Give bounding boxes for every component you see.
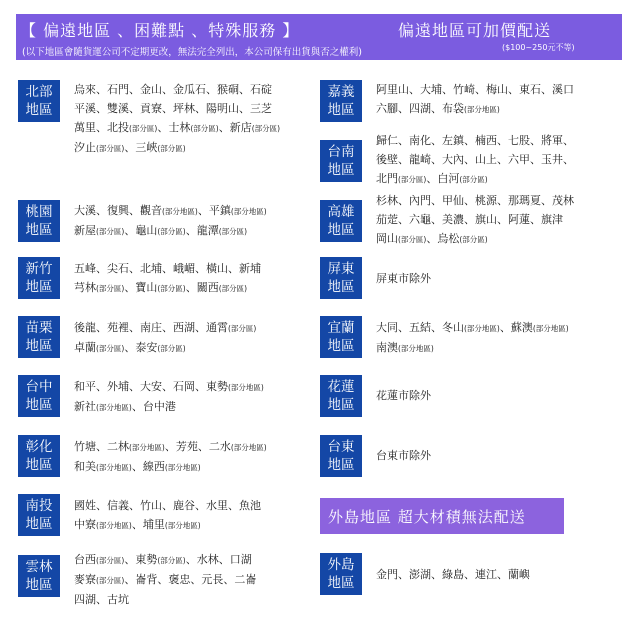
area-line <box>376 386 431 405</box>
region-label-outer-islands: 外島地區 <box>320 553 362 595</box>
region-label-chiayi: 嘉義地區 <box>320 80 362 122</box>
area-line <box>376 565 530 584</box>
partial-area-note: (部分區) <box>251 124 281 133</box>
area-names: 平溪、雙溪、貢寮、坪林、陽明山、三芝 <box>74 102 272 115</box>
area-line <box>376 338 569 358</box>
area-list-changhua <box>74 437 267 477</box>
area-line <box>74 515 261 535</box>
area-list-taichung <box>74 377 264 417</box>
partial-area-note: (部分地區) <box>96 521 132 530</box>
area-list-tainan <box>376 131 574 189</box>
area-names: 、龜山 <box>124 224 158 237</box>
area-line <box>376 191 574 210</box>
area-line <box>74 221 267 241</box>
area-names: 和美 <box>74 460 96 473</box>
partial-area-note: (部分地區) <box>96 463 132 472</box>
area-list-yunlin <box>74 550 256 609</box>
area-names: 中寮 <box>74 518 96 531</box>
area-list-miaoli <box>74 318 256 358</box>
area-line <box>74 437 267 457</box>
area-names: 芎林 <box>74 281 96 294</box>
region-label-north: 北部地區 <box>18 80 60 122</box>
area-names: 、白河 <box>426 172 460 185</box>
area-names: 、烏松 <box>426 232 460 245</box>
region-label-pingtung: 屏東地區 <box>320 257 362 299</box>
area-names: 、新店 <box>218 121 252 134</box>
area-line <box>74 259 261 278</box>
banner-surcharge-title: 偏遠地區可加價配送 <box>398 21 552 40</box>
area-names: 後龍、苑裡、南庄、西湖、通霄 <box>74 321 228 334</box>
area-list-pingtung <box>376 269 431 288</box>
area-names: 、台中港 <box>131 400 176 413</box>
area-names: 萬里、北投 <box>74 121 129 134</box>
area-line <box>74 496 261 515</box>
partial-area-note: (部分區) <box>398 175 427 184</box>
partial-area-note: (部分區) <box>129 124 158 133</box>
region-label-hualien: 花蓮地區 <box>320 375 362 417</box>
area-names: 阿里山、大埔、竹崎、梅山、東石、溪口 <box>376 83 574 96</box>
area-line <box>376 169 574 189</box>
area-list-yilan <box>376 318 569 358</box>
area-names: 金門、澎湖、綠島、連江、蘭嶼 <box>376 568 530 581</box>
area-line <box>74 397 264 417</box>
partial-area-note: (部分區) <box>459 235 488 244</box>
partial-area-note: (部分地區) <box>230 443 267 452</box>
area-names: 和平、外埔、大安、石岡、東勢 <box>74 380 228 393</box>
partial-area-note: (部分區) <box>96 284 125 293</box>
region-label-miaoli: 苗栗地區 <box>18 316 60 358</box>
area-line <box>74 138 280 158</box>
area-names: 新屋 <box>74 224 96 237</box>
area-list-outer-islands <box>376 565 530 584</box>
partial-area-note: (部分地區) <box>162 207 198 216</box>
region-label-tainan: 台南地區 <box>320 140 362 182</box>
area-names: 歸仁、南化、左鎮、楠西、七股、將軍、 <box>376 134 574 147</box>
area-line <box>74 338 256 358</box>
area-names: 台西 <box>74 553 96 566</box>
region-label-hsinchu: 新竹地區 <box>18 257 60 299</box>
region-label-taoyuan: 桃園地區 <box>18 200 60 242</box>
area-line <box>74 278 261 298</box>
area-names: 岡山 <box>376 232 398 245</box>
region-label-yilan: 宜蘭地區 <box>320 316 362 358</box>
area-names: 後壁、龍崎、大內、山上、六甲、玉井、 <box>376 153 574 166</box>
area-list-taoyuan <box>74 201 267 241</box>
area-names: 、蘇澳 <box>499 321 533 334</box>
partial-area-note: (部分地區) <box>164 463 201 472</box>
area-names: 、關西 <box>185 281 219 294</box>
partial-area-note: (部分區) <box>96 556 125 565</box>
outer-island-notice: 外島地區 超大材積無法配送 <box>320 498 564 534</box>
area-line <box>74 457 267 477</box>
partial-area-note: (部分區) <box>190 124 219 133</box>
region-label-yunlin: 雲林地區 <box>18 555 60 597</box>
area-line <box>74 377 264 397</box>
partial-area-note: (部分區) <box>96 344 125 353</box>
area-names: 四湖、古坑 <box>74 593 129 606</box>
area-names: 、崙背、褒忠、元長、二崙 <box>124 573 257 586</box>
region-label-taichung: 台中地區 <box>18 375 60 417</box>
partial-area-note: (部分區) <box>157 284 186 293</box>
area-list-hualien <box>376 386 431 405</box>
partial-area-note: (部分區) <box>157 227 186 236</box>
region-label-changhua: 彰化地區 <box>18 435 60 477</box>
area-names: 麥寮 <box>74 573 96 586</box>
partial-area-note: (部分地區) <box>96 403 132 412</box>
area-list-north <box>74 80 280 158</box>
banner-disclaimer: (以下地區會隨貨運公司不定期更改，無法完全列出，本公司保有出貨與否之權利) <box>22 47 362 58</box>
partial-area-note: (部分地區) <box>532 324 569 333</box>
area-names: 、芳苑、二水 <box>164 440 231 453</box>
area-line <box>376 446 431 465</box>
partial-area-note: (部分區) <box>218 227 248 236</box>
partial-area-note: (部分地區) <box>464 105 500 114</box>
area-names: 汐止 <box>74 141 96 154</box>
area-names: 、三峽 <box>124 141 158 154</box>
area-line <box>74 99 280 118</box>
partial-area-note: (部分區) <box>96 576 125 585</box>
area-line <box>74 80 280 99</box>
partial-area-note: (部分區) <box>96 144 125 153</box>
area-line <box>376 150 574 169</box>
partial-area-note: (部分區) <box>96 227 125 236</box>
partial-area-note: (部分地區) <box>464 324 500 333</box>
area-names: 茄萣、六龜、美濃、旗山、阿蓮、旗津 <box>376 213 563 226</box>
area-line <box>376 318 569 338</box>
banner-title: 【 偏遠地區 、困難點 、特殊服務 】 <box>20 21 300 40</box>
area-line <box>376 131 574 150</box>
area-names: 、龍潭 <box>185 224 219 237</box>
area-names: 、平鎮 <box>197 204 231 217</box>
area-names: 、士林 <box>157 121 191 134</box>
area-line <box>376 229 574 249</box>
area-names: 北門 <box>376 172 398 185</box>
area-names: 、線西 <box>131 460 165 473</box>
partial-area-note: (部分地區) <box>230 207 267 216</box>
area-names: 、水林、口湖 <box>185 553 252 566</box>
area-list-hsinchu <box>74 259 261 298</box>
area-names: 、東勢 <box>124 553 158 566</box>
area-names: 六腳、四湖、布袋 <box>376 102 464 115</box>
region-label-kaohsiung: 高雄地區 <box>320 200 362 242</box>
region-label-taitung: 台東地區 <box>320 435 362 477</box>
banner-price-range: ($100~250元不等) <box>502 43 575 52</box>
partial-area-note: (部分區) <box>157 556 186 565</box>
area-list-chiayi <box>376 80 574 119</box>
region-label-nantou: 南投地區 <box>18 494 60 536</box>
area-list-nantou <box>74 496 261 535</box>
area-names: 南澳 <box>376 341 398 354</box>
area-names: 烏來、石門、金山、金瓜石、猴硐、石碇 <box>74 83 272 96</box>
area-names: 台東市除外 <box>376 449 431 462</box>
partial-area-note: (部分區) <box>157 344 186 353</box>
area-line <box>74 570 256 590</box>
area-line <box>74 201 267 221</box>
area-names: 五峰、尖石、北埔、峨嵋、橫山、新埔 <box>74 262 261 275</box>
area-names: 、泰安 <box>124 341 158 354</box>
area-line <box>376 99 574 119</box>
area-line <box>74 118 280 138</box>
partial-area-note: (部分地區) <box>129 443 165 452</box>
partial-area-note: (部分區) <box>218 284 248 293</box>
area-names: 新社 <box>74 400 96 413</box>
partial-area-note: (部分區) <box>157 144 186 153</box>
area-names: 花蓮市除外 <box>376 389 431 402</box>
area-names: 、寶山 <box>124 281 158 294</box>
area-names: 屏東市除外 <box>376 272 431 285</box>
area-names: 杉林、內門、甲仙、桃源、那瑪夏、茂林 <box>376 194 574 207</box>
area-line <box>74 550 256 570</box>
partial-area-note: (部分地區) <box>164 521 201 530</box>
area-names: 卓蘭 <box>74 341 96 354</box>
partial-area-note: (部分地區) <box>228 383 264 392</box>
header-banner <box>16 14 622 60</box>
area-names: 、埔里 <box>131 518 165 531</box>
area-line <box>376 210 574 229</box>
area-names: 大同、五結、冬山 <box>376 321 464 334</box>
area-line <box>74 590 256 609</box>
area-list-kaohsiung <box>376 191 574 249</box>
partial-area-note: (部分地區) <box>398 344 434 353</box>
area-line <box>74 318 256 338</box>
area-line <box>376 269 431 288</box>
partial-area-note: (部分區) <box>459 175 488 184</box>
partial-area-note: (部分區) <box>228 324 257 333</box>
area-names: 大溪、復興、觀音 <box>74 204 162 217</box>
area-list-taitung <box>376 446 431 465</box>
area-line <box>376 80 574 99</box>
area-names: 竹塘、二林 <box>74 440 129 453</box>
area-names: 國姓、信義、竹山、鹿谷、水里、魚池 <box>74 499 261 512</box>
partial-area-note: (部分區) <box>398 235 427 244</box>
